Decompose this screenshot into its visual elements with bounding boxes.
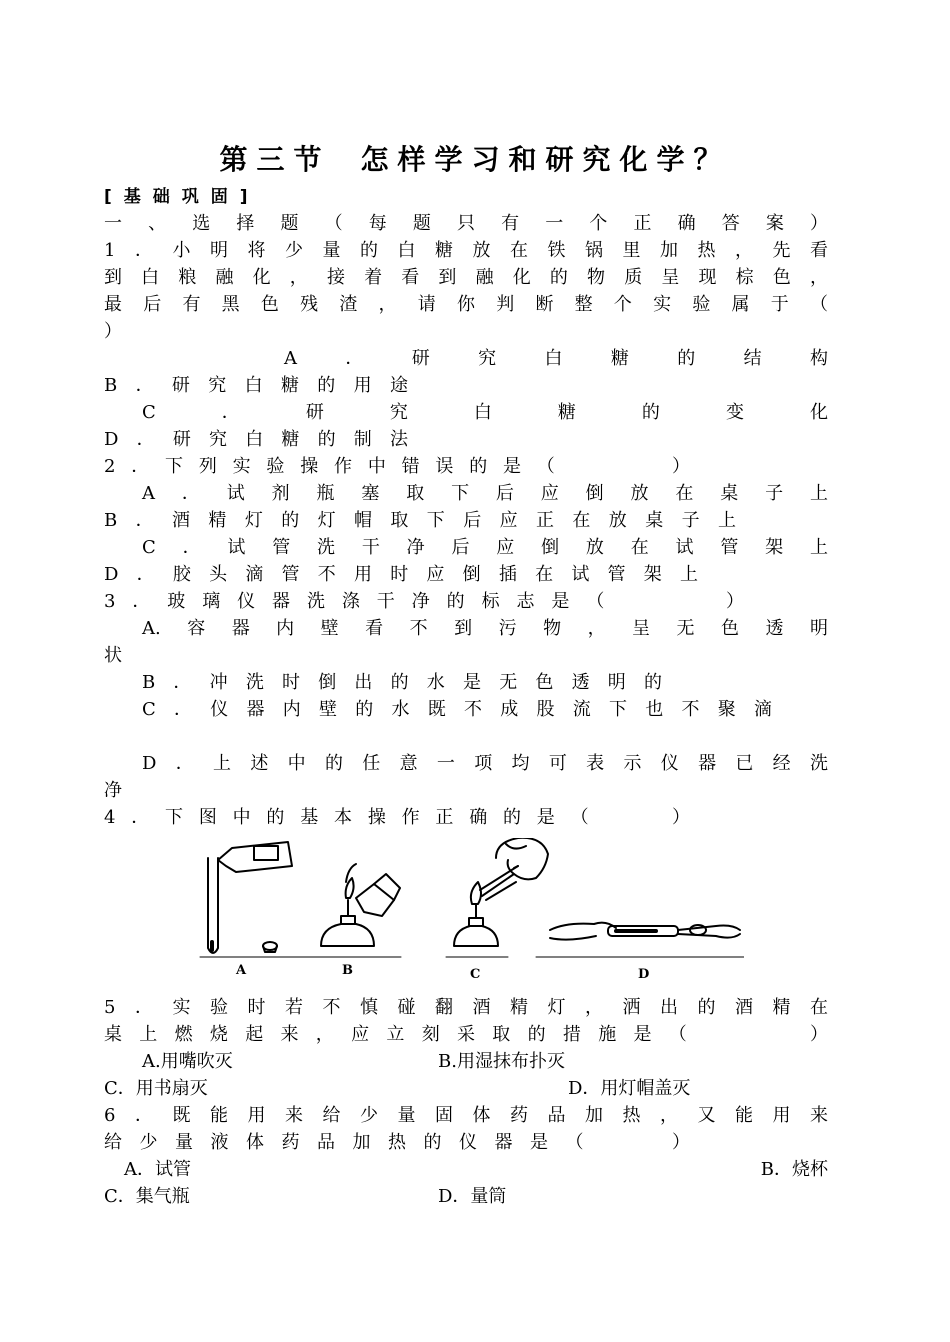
q1-option-c: C．研究白糖的变化 [142, 402, 828, 423]
part-heading: 一、选择题（每题只有一个正确答案） [104, 213, 828, 234]
q3-option-c: C．仪器内壁的水既不成股流下也不聚滴 [142, 699, 772, 720]
section-heading: [基础巩固] [104, 187, 260, 207]
q3-option-a-line1: A.容器内壁看不到污物，呈无色透明 [142, 618, 828, 639]
q5-options-row2 [104, 1076, 828, 1102]
q5-option-b: B.用湿抹布扑灭 [438, 1051, 565, 1072]
q5-option-c: C．用书扇灭 [104, 1078, 208, 1099]
q3-stem: 3．玻璃仪器洗涤干净的标志是（ ） [104, 591, 744, 612]
q6-option-c: C．集气瓶 [104, 1186, 190, 1207]
q2-option-b: B．酒精灯的灯帽取下后应正在放桌子上 [104, 510, 736, 531]
q1-option-b: B．研究白糖的用途 [104, 375, 408, 396]
q2-stem: 2．下列实验操作中错误的是（ ） [104, 456, 690, 477]
q5-option-d: D．用灯帽盖灭 [568, 1078, 691, 1099]
q5-options-row1 [104, 1049, 828, 1075]
figure-d-heating-tube-icon [536, 923, 744, 957]
q6-option-b: B．烧杯 [760, 1159, 828, 1180]
q2-option-d: D．胶头滴管不用时应倒插在试管架上 [104, 564, 698, 585]
q6-option-d: D．量筒 [438, 1186, 507, 1207]
figure-label-c: C [470, 967, 481, 982]
q1-line4: ） [104, 321, 122, 342]
q6-line2: 给少量液体药品加热的仪器是（ ） [104, 1132, 690, 1153]
figure-label-a: A [236, 963, 247, 978]
figure-label-b: B [342, 963, 353, 978]
q1-option-d: D．研究白糖的制法 [104, 429, 408, 450]
q6-option-a: A．试管 [124, 1159, 191, 1180]
title-section-number: 第三节 [219, 143, 331, 176]
figure-b-lamp-lighting-icon [316, 864, 401, 957]
q6-options-row1 [104, 1157, 828, 1183]
q4-stem: 4．下图中的基本操作正确的是（ ） [104, 807, 690, 828]
lab-operations-figure [196, 838, 744, 988]
figure-label-d: D [638, 967, 650, 982]
figure-a-pouring-icon [200, 842, 316, 957]
q5-line1: 5．实验时若不慎碰翻酒精灯，洒出的酒精在 [104, 997, 828, 1018]
page-title [0, 140, 950, 180]
q6-line1: 6．既能用来给少量固体药品加热，又能用来 [104, 1105, 828, 1126]
q6-options-row2 [104, 1184, 828, 1210]
q2-option-c: C．试管洗干净后应倒放在试管架上 [142, 537, 828, 558]
q1-line3: 最后有黑色残渣，请你判断整个实验属于（ [104, 294, 828, 315]
q5-option-a: A.用嘴吹灭 [142, 1051, 233, 1072]
figure-c-blowing-lamp-icon [446, 838, 548, 957]
q1-line1: 1．小明将少量的白糖放在铁锅里加热，先看 [104, 240, 828, 261]
q3-option-a-line2: 状 [104, 645, 122, 666]
q3-option-d-line2: 净 [104, 780, 122, 801]
q3-option-d-line1: D．上述中的任意一项均可表示仪器已经洗 [142, 753, 828, 774]
q1-line2: 到白粮融化，接着看到融化的物质呈现棕色， [104, 267, 828, 288]
q2-option-a: A．试剂瓶塞取下后应倒放在桌子上 [142, 483, 828, 504]
q1-option-a: A．研究白糖的结构 [284, 348, 828, 369]
title-text: 怎样学习和研究化学？ [360, 143, 731, 176]
q3-option-b: B．冲洗时倒出的水是无色透明的 [142, 672, 662, 693]
q5-line2: 桌上燃烧起来，应立刻采取的措施是（ ） [104, 1024, 828, 1045]
